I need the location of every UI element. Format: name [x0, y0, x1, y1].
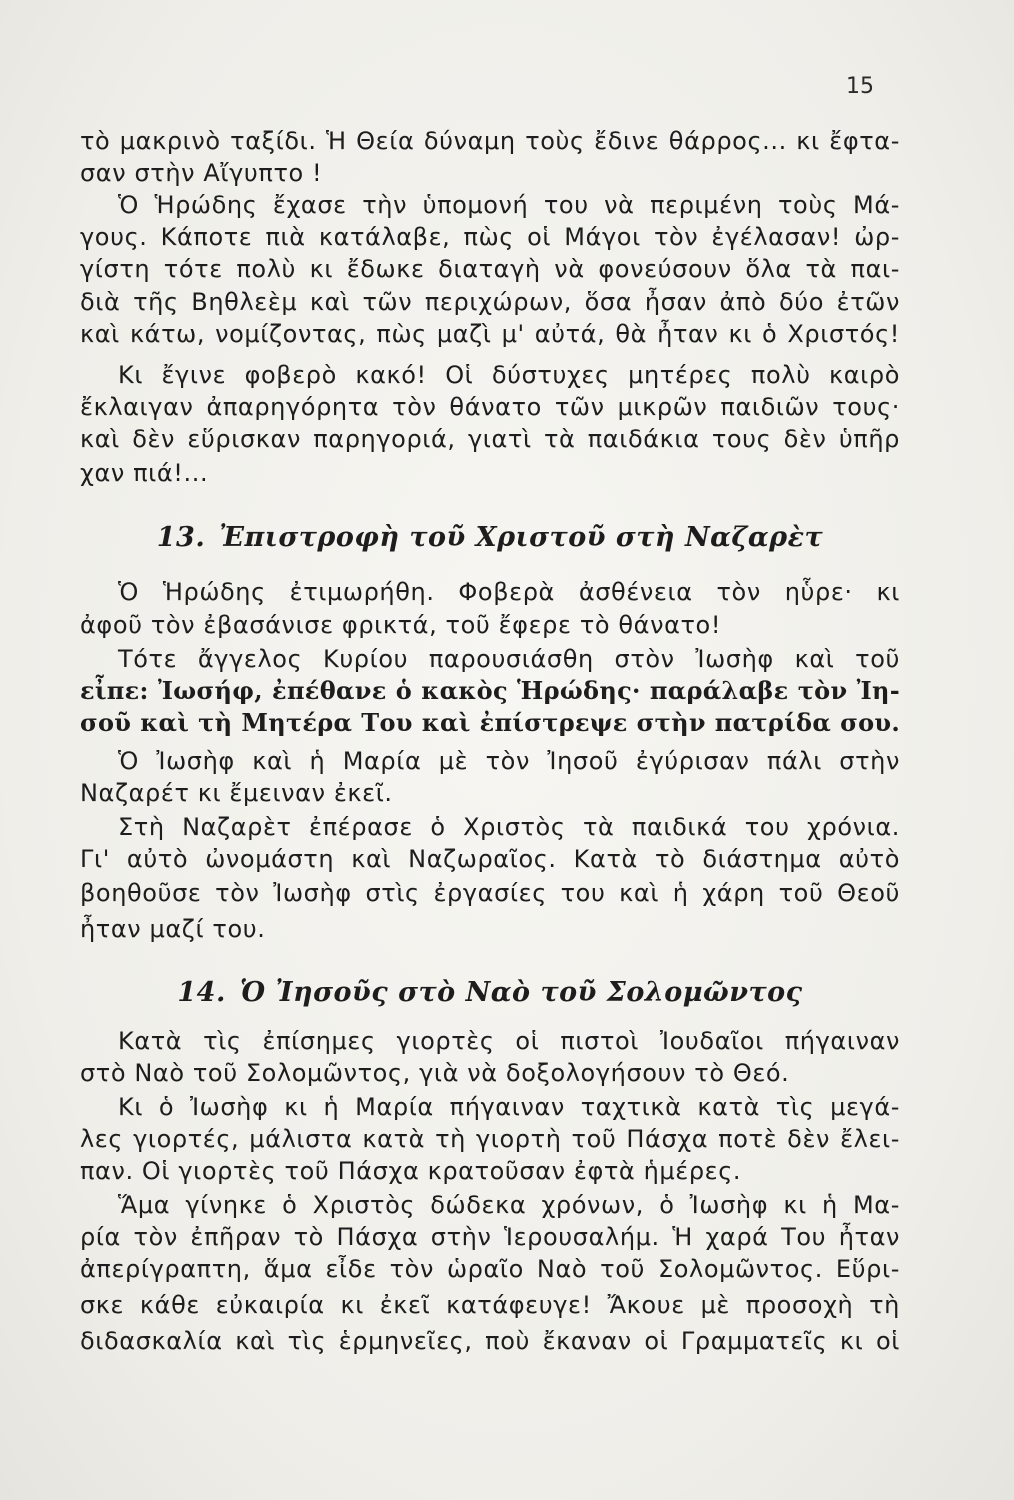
- text-line: βοηθοῦσε τὸν Ἰωσὴφ στὶς ἐργασίες του καὶ ἡ χάρη τοῦ Θεοῦ: [80, 879, 900, 907]
- text-line: Ὁ Ἰωσὴφ καὶ ἡ Μαρία μὲ τὸν Ἰησοῦ ἐγύρισαν πάλι στὴν: [118, 747, 900, 775]
- text-line: ἦταν μαζί του.: [80, 915, 266, 943]
- text-line: Ὁ Ἡρώδης ἐτιμωρήθη. Φοβερὰ ἀσθένεια τὸν ηὗρε· κι: [118, 578, 900, 606]
- text-line: Ὁ Ἡρώδης ἔχασε τὴν ὑπομονή του νὰ περιμένη τοὺς Μά-: [118, 191, 900, 219]
- section-number: 14.: [177, 977, 226, 1008]
- text-line: γίστη τότε πολὺ κι ἔδωκε διαταγὴ νὰ φονεύσουν ὅλα τὰ παι-: [80, 255, 900, 283]
- page-number: 15: [846, 74, 874, 99]
- text-line: λες γιορτές, μάλιστα κατὰ τὴ γιορτὴ τοῦ Πάσχα ποτὲ δὲν ἔλει-: [80, 1125, 900, 1153]
- text-line: τὸ μακρινὸ ταξίδι. Ἡ Θεία δύναμη τοὺς ἔδινε θάρρος... κι ἔφτα-: [80, 127, 900, 155]
- text-line: Γι' αὐτὸ ὠνομάστη καὶ Ναζωραῖος. Κατὰ τὸ διάστημα αὐτὸ: [80, 845, 900, 873]
- text-line: ρία τὸν ἐπῆραν τὸ Πάσχα στὴν Ἱερουσαλήμ. Ἡ χαρά Του ἦταν: [80, 1223, 900, 1251]
- text-line: διδασκαλία καὶ τὶς ἑρμηνεῖες, ποὺ ἔκαναν οἱ Γραμματεῖς κι οἱ: [80, 1327, 900, 1355]
- text-line: γους. Κάποτε πιὰ κατάλαβε, πὼς οἱ Μάγοι τὸν ἐγέλασαν! ὠρ-: [80, 223, 900, 251]
- text-line: διὰ τῆς Βηθλεὲμ καὶ τῶν περιχώρων, ὅσα ἦσαν ἀπὸ δύο ἐτῶν: [80, 288, 900, 316]
- text-line: καὶ κάτω, νομίζοντας, πὼς μαζὶ μ' αὐτά, θὰ ἦταν κι ὁ Χριστός!: [80, 320, 900, 348]
- text-line: Ναζαρέτ κι ἔμειναν ἐκεῖ.: [80, 779, 393, 807]
- text-line: Κατὰ τὶς ἐπίσημες γιορτὲς οἱ πιστοὶ Ἰουδαῖοι πήγαιναν: [118, 1027, 900, 1055]
- section-number: 13.: [156, 522, 206, 553]
- section-title: Ἐπιστροφὴ τοῦ Χριστοῦ στὴ Ναζαρὲτ: [219, 522, 824, 553]
- text-line: εἶπε: Ἰωσήφ, ἐπέθανε ὁ κακὸς Ἡρώδης· παράλαβε τὸν Ἰη-: [80, 676, 900, 705]
- text-line: σοῦ καὶ τὴ Μητέρα Του καὶ ἐπίστρεψε στὴν πατρίδα σου.: [80, 708, 900, 737]
- text-line: ἀπερίγραπτη, ἅμα εἶδε τὸν ὡραῖο Ναὸ τοῦ Σολομῶντος. Εὕρι-: [80, 1255, 900, 1283]
- text-line: στὸ Ναὸ τοῦ Σολομῶντος, γιὰ νὰ δοξολογήσουν τὸ Θεό.: [80, 1059, 790, 1087]
- text-line: παν. Οἱ γιορτὲς τοῦ Πάσχα κρατοῦσαν ἐφτὰ ἡμέρες.: [80, 1157, 742, 1185]
- text-line: Τότε ἄγγελος Κυρίου παρουσιάσθη στὸν Ἰωσὴφ καὶ τοῦ: [118, 645, 900, 673]
- text-line: Ἅμα γίνηκε ὁ Χριστὸς δώδεκα χρόνων, ὁ Ἰωσὴφ κι ἡ Μα-: [118, 1191, 900, 1219]
- text-line: Στὴ Ναζαρὲτ ἐπέρασε ὁ Χριστὸς τὰ παιδικά του χρόνια.: [118, 813, 900, 841]
- section-heading-14: [80, 975, 900, 1011]
- text-line: Κι ἔγινε φοβερὸ κακό! Οἱ δύστυχες μητέρες πολὺ καιρὸ: [118, 361, 900, 389]
- text-line: σαν στὴν Αἴγυπτο !: [80, 159, 323, 187]
- text-line: ἀφοῦ τὸν ἐβασάνισε φρικτά, τοῦ ἔφερε τὸ θάνατο!: [80, 611, 722, 639]
- text-line: Κι ὁ Ἰωσὴφ κι ἡ Μαρία πήγαιναν ταχτικὰ κατὰ τὶς μεγά-: [118, 1093, 900, 1121]
- text-line: χαν πιά!...: [80, 459, 209, 487]
- text-line: ἔκλαιγαν ἀπαρηγόρητα τὸν θάνατο τῶν μικρῶν παιδιῶν τους·: [80, 393, 900, 421]
- text-line: καὶ δὲν εὕρισκαν παρηγοριά, γιατὶ τὰ παιδάκια τους δὲν ὑπῆρ: [80, 425, 900, 453]
- text-line: σκε κάθε εὐκαιρία κι ἐκεῖ κατάφευγε! Ἄκουε μὲ προσοχὴ τὴ: [80, 1291, 900, 1319]
- section-heading-13: [80, 520, 900, 556]
- section-title: Ὁ Ἰησοῦς στὸ Ναὸ τοῦ Σολομῶντος: [239, 977, 803, 1008]
